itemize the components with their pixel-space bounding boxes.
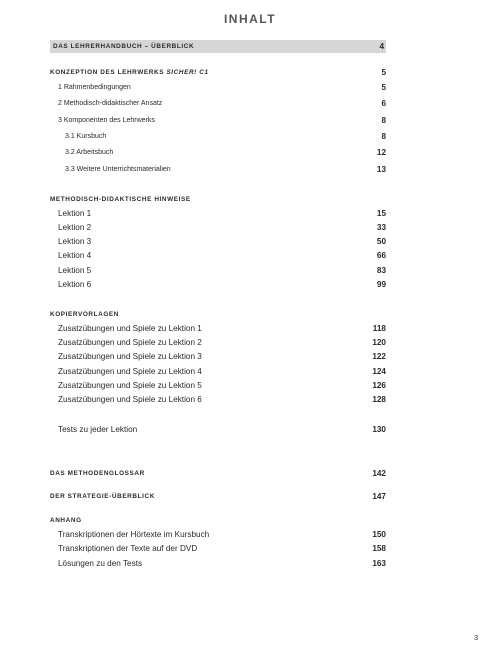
toc-entry-tests[interactable] [50,423,386,436]
toc-entry-loesungen[interactable] [50,557,386,570]
toc-section-konzeption[interactable] [50,66,386,79]
toc-section-handbuch[interactable] [50,40,386,53]
toc-label: Zusatzübungen und Spiele zu Lektion 1 [58,324,202,333]
toc-label: DAS METHODENGLOSSAR [50,470,145,477]
toc-entry-zusatz-6[interactable] [50,393,386,406]
toc-label: KOPIERVORLAGEN [50,311,120,318]
toc-page: 122 [372,352,386,361]
toc-label: Zusatzübungen und Spiele zu Lektion 5 [58,381,202,390]
toc-entry-zusatz-3[interactable] [50,350,386,363]
toc-label: Transkriptionen der Hörtexte im Kursbuch [58,530,210,539]
toc-section-anhang[interactable] [50,514,386,527]
toc-entry-lektion-5[interactable] [50,264,386,277]
page-number: 3 [474,633,479,642]
toc-section-glossar[interactable] [50,467,386,480]
toc-page: 126 [372,381,386,390]
toc-entry-lektion-3[interactable] [50,235,386,248]
toc-label: Zusatzübungen und Spiele zu Lektion 3 [58,352,202,361]
toc-page: 128 [372,395,386,404]
toc-label: Zusatzübungen und Spiele zu Lektion 4 [58,367,202,376]
toc-entry-zusatz-1[interactable] [50,322,386,335]
toc-label: 3.2 Arbeitsbuch [65,149,114,156]
toc-entry-zusatz-4[interactable] [50,365,386,378]
toc-label: Lektion 6 [58,280,92,289]
toc-section-hinweise[interactable] [50,193,386,206]
toc-label: Lektion 2 [58,223,92,232]
toc-section-strategie[interactable] [50,490,386,503]
toc-entry-hoertexte[interactable] [50,528,386,541]
toc-page: 33 [376,223,386,232]
toc-label: Tests zu jeder Lektion [58,425,138,434]
toc-page: 118 [372,324,386,333]
toc-page: 50 [376,237,386,246]
toc-page: 158 [372,544,386,553]
toc-entry-kursbuch[interactable] [50,130,386,143]
toc-entry-lektion-4[interactable] [50,249,386,262]
toc-entry-rahmen[interactable] [50,81,386,94]
toc-entry-dvd[interactable] [50,542,386,555]
toc-entry-zusatz-5[interactable] [50,379,386,392]
toc-page: 6 [381,99,386,108]
toc-page: 99 [376,280,386,289]
toc-label: Transkriptionen der Texte auf der DVD [58,544,198,553]
toc-section-kopiervorlagen[interactable] [50,308,386,321]
toc-page: 147 [372,492,386,501]
toc-label: 3 Komponenten des Lehrwerks [58,117,155,124]
toc-page: 5 [381,68,386,77]
toc-entry-lektion-1[interactable] [50,207,386,220]
toc-page: 8 [381,132,386,141]
toc-label: ANHANG [50,517,82,524]
toc-label-italic: SICHER! C1 [166,69,209,76]
toc-label: Lektion 4 [58,251,92,260]
toc-label: 2 Methodisch-didaktischer Ansatz [58,100,163,107]
toc-page: 13 [376,165,386,174]
toc-page: 15 [376,209,386,218]
toc-label: 3.1 Kursbuch [65,133,107,140]
toc-label: METHODISCH-DIDAKTISCHE HINWEISE [50,196,191,203]
toc-page: 163 [372,559,386,568]
toc-label: DAS LEHRERHANDBUCH – ÜBERBLICK [53,43,195,50]
toc-entry-zusatz-2[interactable] [50,336,386,349]
toc-label: 3.3 Weitere Unterrichtsmaterialien [65,166,171,173]
toc-page: 4 [379,42,384,51]
toc-page: 130 [372,425,386,434]
toc-entry-lektion-2[interactable] [50,221,386,234]
toc-page: 12 [376,148,386,157]
toc-entry-lektion-6[interactable] [50,278,386,291]
toc-label: Lektion 1 [58,209,92,218]
toc-entry-komponenten[interactable] [50,114,386,127]
toc-entry-ansatz[interactable] [50,97,386,110]
toc-entry-arbeitsbuch[interactable] [50,146,386,159]
toc-label: Zusatzübungen und Spiele zu Lektion 2 [58,338,202,347]
toc-label [50,66,209,79]
toc-page: 142 [372,469,386,478]
toc-page: 120 [372,338,386,347]
page-title: INHALT [223,12,277,26]
toc-entry-weitere[interactable] [50,163,386,176]
toc-label: Lösungen zu den Tests [58,559,143,568]
toc-label: DER STRATEGIE-ÜBERBLICK [50,493,155,500]
toc-label-main: KONZEPTION DES LEHRWERKS [50,69,167,76]
toc-label: 1 Rahmenbedingungen [58,84,131,91]
toc-page: 124 [372,367,386,376]
toc-page: 150 [372,530,386,539]
toc-label: Lektion 3 [58,237,92,246]
toc-page: 66 [376,251,386,260]
toc-page: 83 [376,266,386,275]
toc-label: Lektion 5 [58,266,92,275]
toc-label: Zusatzübungen und Spiele zu Lektion 6 [58,395,202,404]
toc-page: 8 [381,116,386,125]
toc-page: 5 [381,83,386,92]
